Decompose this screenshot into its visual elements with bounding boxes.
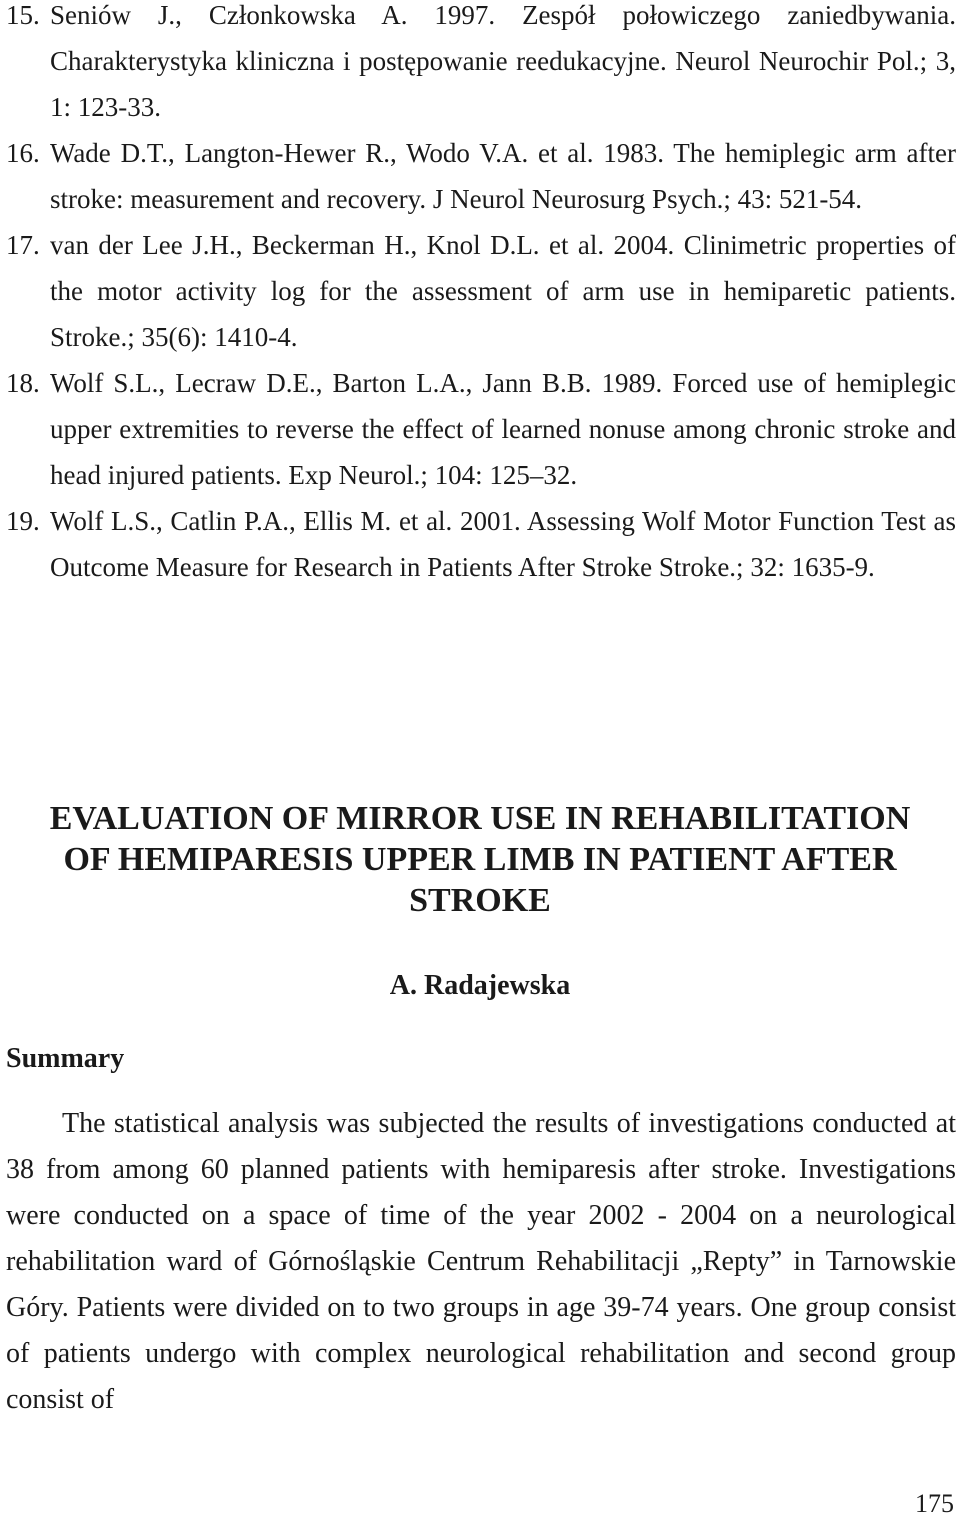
reference-item xyxy=(6,498,956,590)
article-title-line: STROKE xyxy=(409,882,551,919)
reference-number: 16. xyxy=(6,138,40,168)
article-author: A. Radajewska xyxy=(389,970,571,1001)
reference-item xyxy=(6,130,956,222)
reference-number: 15. xyxy=(6,0,40,30)
reference-number: 17. xyxy=(6,230,40,260)
reference-number: 18. xyxy=(6,368,40,398)
reference-text: Wolf S.L., Lecraw D.E., Barton L.A., Jann B.B. 1989. Forced use of hemiplegic upper extremities to reverse the effect of learned nonuse among chronic stroke and head injured patients. Exp Neurol.; 104: 125–32. xyxy=(50,368,956,490)
article-title xyxy=(0,798,960,921)
summary-heading: Summary xyxy=(6,1043,125,1074)
reference-list xyxy=(6,0,956,590)
reference-text: Seniów J., Członkowska A. 1997. Zespół połowiczego zaniedbywania. Charakterystyka kliniczna i postępowanie reedukacyjne. Neurol Neurochir Pol.; 3, 1: 123-33. xyxy=(50,0,956,122)
reference-item xyxy=(6,360,956,498)
article-title-line: OF HEMIPARESIS UPPER LIMB IN PATIENT AFTER xyxy=(63,841,897,878)
summary-paragraph: The statistical analysis was subjected the results of investigations conducted at 38 from among 60 planned patients with hemiparesis after stroke. Investigations were conducted on a space of time of the year 2002 - 2004 on a neurological rehabilitation ward of Górnośląskie Centrum Rehabilitacji „Repty” in Tarnowskie Góry. Patients were divided on to two groups in age 39-74 years. One group consist of patients undergo with complex neurological rehabilitation and second group consist of xyxy=(6,1108,956,1415)
reference-text: Wolf L.S., Catlin P.A., Ellis M. et al. 2001. Assessing Wolf Motor Function Test as Outcome Measure for Research in Patients After Stroke Stroke.; 32: 1635-9. xyxy=(50,506,956,582)
page-number: 175 xyxy=(915,1489,954,1518)
reference-item xyxy=(6,0,956,130)
reference-text: van der Lee J.H., Beckerman H., Knol D.L. et al. 2004. Clinimetric properties of the motor activity log for the assessment of arm use in hemiparetic patients. Stroke.; 35(6): 1410-4. xyxy=(50,230,956,352)
article-title-line: EVALUATION OF MIRROR USE IN REHABILITATION xyxy=(49,800,911,837)
reference-number: 19. xyxy=(6,506,40,536)
reference-item xyxy=(6,222,956,360)
reference-text: Wade D.T., Langton-Hewer R., Wodo V.A. et al. 1983. The hemiplegic arm after stroke: measurement and recovery. J Neurol Neurosurg Psych.; 43: 521-54. xyxy=(50,138,956,214)
